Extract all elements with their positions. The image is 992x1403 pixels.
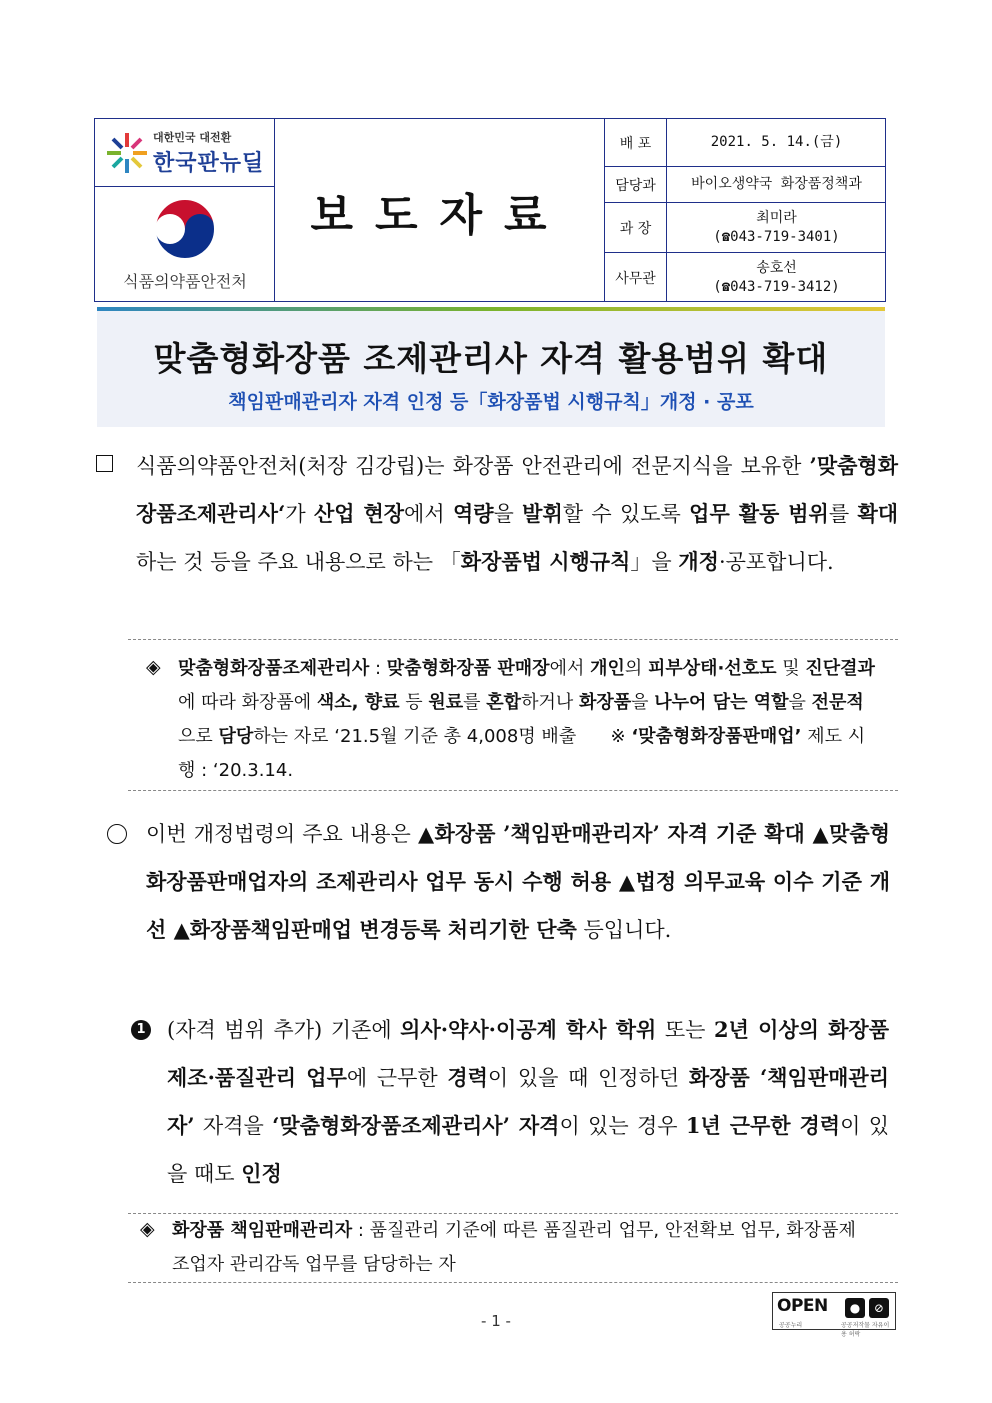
meta-value-officer — [667, 253, 886, 302]
director-phone: (☎043-719-3401) — [713, 228, 840, 245]
main-headline: 맞춤형화장품 조제관리사 자격 활용범위 확대 — [153, 339, 829, 378]
meta-label-department: 담당과 — [605, 167, 667, 203]
kogl-open-badge — [772, 1292, 896, 1338]
summary-paragraph: 이번 개정법령의 주요 내용은 ▲화장품 ’책임판매관리자’ 자격 기준 확대 ▲맞춤형화장품판매업자의 조제관리사 업무 동시 수행 허용 ▲법정 의무교육 이수 기준 개선 ▲화장품책임판매업 변경등록 처리기한 단축 등입니다. — [146, 821, 890, 942]
open-sub-label-2: 공공저작물 자유이용 허락 — [841, 1322, 890, 1338]
note2-divider-bottom — [128, 1282, 898, 1283]
press-release-title: 보도자료 — [310, 189, 569, 241]
note-divider-bottom — [128, 790, 898, 791]
meta-label-officer: 사무관 — [605, 253, 667, 302]
officer-phone: (☎043-719-3412) — [713, 278, 840, 295]
open-sub-label: 공공누리 — [779, 1322, 803, 1329]
ministry-name: 식품의약품안전처 — [123, 272, 247, 291]
circle-bullet-icon — [107, 824, 127, 844]
attribution-icon: ● — [845, 1298, 865, 1318]
diamond-bullet-icon: ◈ — [146, 656, 161, 678]
newdeal-name: 한국판뉴딜 — [153, 151, 265, 176]
intro-paragraph: 식품의약품안전처(처장 김강립)는 화장품 안전관리에 전문지식을 보유한 ’맞춤형화장품조제관리사‘가 산업 현장에서 역량을 발휘할 수 있도록 업무 활동 범위를 확대하는 것 등을 주요 내용으로 하는 「화장품법 시행규칙」을 개정·공포합니다. — [136, 453, 899, 574]
taegeuk-emblem-icon — [153, 197, 217, 261]
square-bullet-icon — [96, 455, 113, 472]
newdeal-slogan: 대한민국 대전환 — [153, 131, 232, 144]
definition-note-manager: 화장품 책임판매관리자 : 품질관리 기준에 따른 품질관리 업무, 안전확보 업무, 화장품제조업자 관리감독 업무를 담당하는 자 — [172, 1220, 856, 1275]
meta-label-director: 과 장 — [605, 203, 667, 253]
newdeal-logo — [95, 119, 275, 187]
meta-value-department — [667, 167, 886, 203]
officer-name: 송호선 — [756, 259, 797, 276]
qualification-paragraph: (자격 범위 추가) 기존에 의사·약사·이공계 학사 학위 또는 2년 이상의 화장품 제조·품질관리 업무에 근무한 경력이 있을 때 인정하던 화장품 ‘책임판매관리자’ 자격을 ‘맞춤형화장품조제관리사’ 자격이 있는 경우 1년 근무한 경력이 있을 때도 인정 — [167, 1017, 889, 1186]
meta-value-director — [667, 203, 886, 253]
meta-value-release — [667, 119, 886, 167]
definition-note-coordinator: 맞춤형화장품조제관리사 : 맞춤형화장품 판매장에서 개인의 피부상태·선호도 및 진단결과에 따라 화장품에 색소, 향료 등 원료를 혼합하거나 화장품을 나누어 담는 역할을 전문적으로 담당하는 자로 ‘21.5월 기준 총 4,008명 배출 ※ ‘맞춤형화장품판매업’ 제도 시행 : ‘20.3.14. — [178, 658, 875, 781]
diamond-bullet-icon: ◈ — [140, 1218, 155, 1240]
noncommercial-icon: ⊘ — [869, 1298, 889, 1318]
newdeal-star-icon — [105, 131, 149, 175]
sub-headline: 책임판매관리자 자격 인정 등「화장품법 시행규칙」개정 · 공포 — [228, 391, 754, 413]
note-divider-top — [128, 639, 898, 640]
press-release-heading — [275, 119, 605, 302]
director-name: 최미라 — [756, 209, 797, 226]
mfds-logo — [95, 187, 275, 302]
release-date: 2021. 5. 14.(금) — [710, 134, 843, 151]
open-label: OPEN — [777, 1296, 828, 1316]
headline-box — [97, 307, 885, 427]
meta-label-release: 배 포 — [605, 119, 667, 167]
page-number: - 1 - — [481, 1312, 511, 1330]
number-one-icon: 1 — [131, 1020, 151, 1040]
department-name: 바이오생약국 화장품정책과 — [691, 176, 862, 193]
press-header-table — [94, 118, 886, 302]
